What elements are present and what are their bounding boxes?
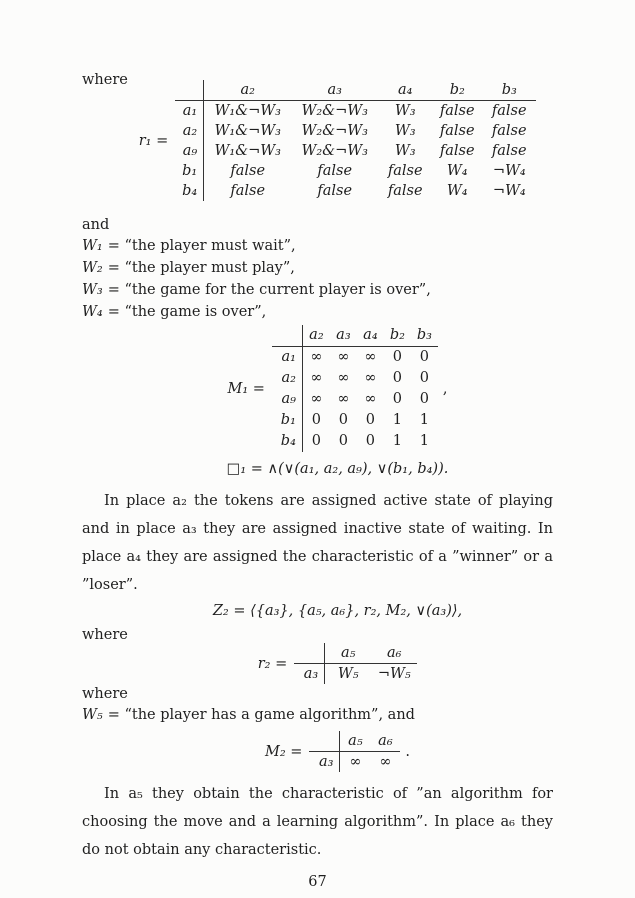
where-label-3: where: [82, 686, 128, 702]
m2-header-spacer: [309, 731, 339, 751]
z2-equation: Z₂ = ⟨{a₃}, {a₅, a₆}, r₂, M₂, ∨(a₃)⟩,: [212, 603, 463, 619]
page-number: 67: [308, 874, 327, 890]
r1-cell: ¬W₄: [492, 163, 526, 179]
r1-row-label: a₉: [182, 143, 198, 159]
m2-header-row: [309, 731, 400, 752]
definition-text: = “the player must wait”,: [107, 238, 296, 254]
r1-col-header: a₃: [327, 82, 342, 98]
definition-w3: [82, 279, 553, 301]
r1-cell: W₃: [394, 103, 416, 119]
m1-cell: 1: [419, 412, 430, 428]
r1-cell: W₄: [446, 163, 468, 179]
m1-cell: 0: [419, 370, 430, 386]
r1-table: [175, 80, 536, 201]
r1-cell: false: [317, 183, 353, 199]
m1-row-cells: [302, 410, 438, 431]
m1-col-header: a₂: [309, 327, 324, 343]
r1-cell: false: [439, 123, 475, 139]
table-row: [272, 431, 438, 452]
r1-col-header: b₃: [501, 82, 517, 98]
r2-header-row: [294, 643, 417, 664]
m1-cell: ∞: [337, 370, 350, 386]
m2-equation: [102, 731, 573, 772]
r1-row-label: b₄: [182, 183, 198, 199]
m2-row-cells: [339, 752, 400, 772]
m1-trailing-comma: ,: [442, 380, 448, 397]
m1-header-row: [272, 325, 438, 347]
m2-col-header: a₅: [348, 733, 363, 749]
r1-col-header: a₂: [240, 82, 255, 98]
m2-matrix: [309, 731, 400, 772]
table-row: [272, 389, 438, 410]
m2-col-header: a₆: [378, 733, 393, 749]
m2-label: M₂ =: [264, 743, 303, 760]
definition-text: = “the game is over”,: [107, 304, 267, 320]
definition-variable: W₄: [82, 304, 103, 320]
definition-text: = “the game for the current player is over”,: [107, 282, 431, 298]
m1-cell: 0: [392, 370, 403, 386]
m1-row-cells: [302, 347, 438, 368]
r1-cell: W₁&¬W₃: [214, 123, 281, 139]
m1-cell: ∞: [337, 391, 350, 407]
r1-row-cells: [203, 181, 536, 201]
table-row: [272, 368, 438, 389]
m1-cell: 1: [392, 412, 403, 428]
r1-row-label: a₂: [182, 123, 198, 139]
m1-row-label: a₁: [281, 349, 296, 365]
table-row: [272, 410, 438, 431]
m1-cell: 1: [419, 433, 430, 449]
where-label-1: where: [82, 72, 128, 88]
r1-col-header: b₂: [449, 82, 465, 98]
m1-cell: ∞: [364, 349, 377, 365]
m1-row-label: a₉: [281, 391, 296, 407]
m1-cell: 0: [419, 349, 430, 365]
m1-cell: 0: [311, 433, 322, 449]
table-row: [175, 161, 536, 181]
m2-row-label: a₃: [318, 754, 334, 770]
r1-cell: W₃: [394, 123, 416, 139]
definition-w4: [82, 301, 553, 323]
m1-cell: 0: [419, 391, 430, 407]
r1-row-cells: [203, 121, 536, 141]
m1-row-cells: [302, 368, 438, 389]
r1-equation: [102, 80, 573, 201]
r2-col-header: a₆: [387, 645, 402, 661]
r1-label: r₁ =: [138, 132, 169, 149]
m1-cell: 0: [392, 391, 403, 407]
r1-cell: false: [491, 103, 527, 119]
m1-cell: ∞: [337, 349, 350, 365]
definition-w5: [82, 704, 553, 726]
m1-cell: ∞: [310, 391, 323, 407]
r1-cell: false: [230, 183, 266, 199]
table-row: [175, 181, 536, 201]
r1-cell: false: [317, 163, 353, 179]
m1-cell: 0: [365, 433, 376, 449]
r1-cell: false: [491, 123, 527, 139]
and-label: and: [82, 217, 110, 233]
r1-row-label: b₁: [182, 163, 198, 179]
m1-cell: 0: [392, 349, 403, 365]
m1-col-header: b₃: [416, 327, 432, 343]
m1-header-spacer: [272, 325, 302, 346]
m1-label: M₁ =: [227, 380, 265, 397]
m1-col-header: a₄: [363, 327, 378, 343]
r1-cell: false: [230, 163, 266, 179]
m1-col-header: b₂: [389, 327, 405, 343]
definitions-list: [82, 235, 553, 323]
r1-cell: W₂&¬W₃: [301, 143, 368, 159]
m1-matrix: [272, 325, 438, 452]
table-row: [175, 101, 536, 121]
m1-cell: ∞: [310, 370, 323, 386]
m1-row-cells: [302, 431, 438, 452]
definition-variable: W₃: [82, 282, 103, 298]
r1-cell: false: [491, 143, 527, 159]
r2-label: r₂ =: [257, 655, 288, 672]
r1-header-row: [175, 80, 536, 101]
r1-cell: false: [387, 163, 423, 179]
m1-cell: 0: [365, 412, 376, 428]
m1-cell: ∞: [310, 349, 323, 365]
definition-variable: W₅: [82, 707, 103, 723]
definition-text: = “the player has a game algorithm”, and: [107, 707, 415, 723]
r1-cell: W₂&¬W₃: [301, 123, 368, 139]
definition-w1: [82, 235, 553, 257]
m2-trailing-period: .: [405, 743, 411, 760]
m1-row-cells: [302, 389, 438, 410]
m1-col-header: a₃: [336, 327, 351, 343]
r2-cell: ¬W₅: [377, 666, 411, 682]
paragraph-places-a5-a6: In a₅ they obtain the characteristic of ”an algorithm for choosing the move and a learning algorithm”. In place a₆ they do not obtain any characteristic.: [82, 786, 553, 858]
definition-variable: W₂: [82, 260, 103, 276]
where-label-2: where: [82, 627, 128, 643]
r1-row-cells: [203, 141, 536, 161]
r2-header-cells: [324, 643, 417, 663]
m1-cell: 0: [338, 412, 349, 428]
r2-table: [294, 643, 417, 684]
r2-col-header: a₅: [341, 645, 356, 661]
r1-header-cells: [203, 80, 536, 100]
r1-cell: ¬W₄: [492, 183, 526, 199]
r1-row-cells: [203, 101, 536, 121]
m2-header-cells: [339, 731, 400, 751]
r2-cell: W₅: [337, 666, 359, 682]
paragraph-places-a2-a4: In place a₂ the tokens are assigned active state of playing and in place a₃ they are assigned inactive state of waiting. In place a₄ they are assigned the characteristic of a ”winner” or a ”loser”.: [82, 493, 553, 593]
r2-row-label: a₃: [303, 666, 319, 682]
r1-cell: false: [439, 103, 475, 119]
r1-row-cells: [203, 161, 536, 181]
r1-col-header: a₄: [398, 82, 413, 98]
r1-header-spacer: [175, 80, 203, 100]
r2-header-spacer: [294, 643, 324, 663]
r1-cell: false: [439, 143, 475, 159]
m1-cell: 1: [392, 433, 403, 449]
r2-equation: [102, 643, 573, 684]
m1-cell: ∞: [364, 391, 377, 407]
definition-text: = “the player must play”,: [107, 260, 295, 276]
r1-row-label: a₁: [182, 103, 198, 119]
m1-equation: [102, 325, 573, 452]
definition-variable: W₁: [82, 238, 103, 254]
m1-cell: 0: [311, 412, 322, 428]
m2-cell: ∞: [379, 754, 392, 770]
box1-equation: □₁ = ∧(∨(a₁, a₂, a₉), ∨(b₁, b₄)).: [226, 461, 449, 477]
m1-row-label: b₄: [280, 433, 296, 449]
r1-cell: W₄: [446, 183, 468, 199]
table-row: [272, 347, 438, 368]
table-row: [175, 141, 536, 161]
r1-cell: W₁&¬W₃: [214, 143, 281, 159]
r1-cell: W₂&¬W₃: [301, 103, 368, 119]
m1-row-label: a₂: [281, 370, 296, 386]
m1-cell: ∞: [364, 370, 377, 386]
m1-row-label: b₁: [280, 412, 296, 428]
m1-header-cells: [302, 325, 438, 346]
r1-cell: W₃: [394, 143, 416, 159]
r1-cell: false: [387, 183, 423, 199]
table-row: [175, 121, 536, 141]
r1-cell: W₁&¬W₃: [214, 103, 281, 119]
table-row: [294, 664, 417, 684]
m2-cell: ∞: [349, 754, 362, 770]
m1-cell: 0: [338, 433, 349, 449]
definition-w2: [82, 257, 553, 279]
r2-row-cells: [324, 664, 417, 684]
table-row: [309, 752, 400, 772]
